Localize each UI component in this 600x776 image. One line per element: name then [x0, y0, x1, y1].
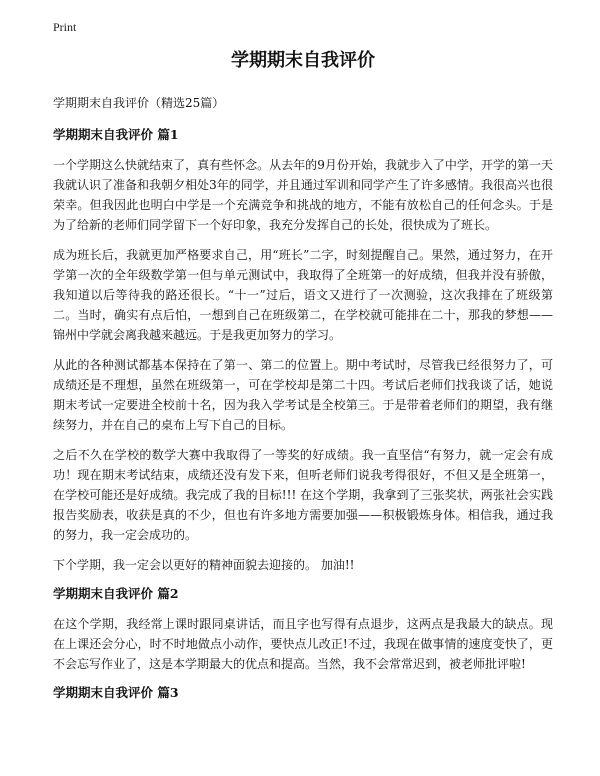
section-3: [53, 684, 553, 702]
document-subtitle: 学期期末自我评价（精选25篇）: [53, 96, 225, 110]
print-link[interactable]: Print: [53, 20, 77, 34]
paragraph: 成为班长后，我就更加严格要求自己，用“班长”二字，时刻提醒自己。果然，通过努力，在开学第一次的全年级数学第一但与单元测试中，我取得了全班第一的好成绩，但我并没有骄傲，我知道以后等待我的路还很长。“十一”过后，语文又进行了一次测验，这次我排在了班级第二。当时，确实有点后怕，一想到自己在班级第二，在学校就可能排在二十，那我的梦想——锦州中学就会离我越来越远。于是我更加努力的学习。: [53, 248, 553, 342]
paragraph: 在这个学期，我经常上课时跟同桌讲话，而且字也写得有点退步，这两点是我最大的缺点。现在上课还会分心，时不时地做点小动作，要快点儿改正!不过，我现在做事情的速度变快了，更不会忘写作业了，这是本学期最大的优点和提高。当然，我不会常常迟到，被老师批评啦!: [53, 617, 553, 671]
section-heading: 学期期末自我评价 篇3: [53, 685, 179, 700]
paragraph: 之后不久在学校的数学大赛中我取得了一等奖的好成绩。我一直坚信“有努力，就一定会有成功！现在期末考试结束，成绩还没有发下来，但听老师们说我考得很好，不但又是全班第一，在学校可能还是好成绩。我完成了我的目标!!! 在这个学期，我拿到了三张奖状，两张社会实践报告奖励表，收获是真的不少，但也有许多地方需要加强——积极锻炼身体。相信我，通过我的努力，我一定会成功的。: [53, 448, 553, 542]
document-body: [53, 48, 553, 713]
section-2: [53, 585, 553, 674]
paragraph: 从此的各种测试都基本保持在了第一、第二的位置上。期中考试时，尽管我已经很努力了，可成绩还是不理想，虽然在班级第一，可在学校却是第二十四。考试后老师们找我谈了话，她说期末考试一定要进全校前十名，因为我入学考试是全校第三。于是带着老师们的期望，我有继续努力，并在自己的桌布上写下自己的目标。: [53, 358, 553, 432]
paragraph: 下个学期，我一定会以更好的精神面貌去迎接的。 加油!!: [53, 558, 355, 572]
document-title: 学期期末自我评价: [231, 50, 375, 71]
section-heading: 学期期末自我评价 篇2: [53, 586, 179, 601]
section-heading: 学期期末自我评价 篇1: [53, 127, 179, 142]
section-1: [53, 126, 553, 575]
paragraph: 一个学期这么快就结束了，真有些怀念。从去年的9月份开始，我就步入了中学，开学的第一天我就认识了准备和我朝夕相处3年的同学，并且通过军训和同学产生了许多感情。我很高兴也很荣幸。但我因此也明白中学是一个充满竞争和挑战的地方，不能有放松自己的任何念头。于是为了给新的老师们同学留下一个好印象，我充分发挥自己的长处，很快成为了班长。: [53, 158, 553, 232]
